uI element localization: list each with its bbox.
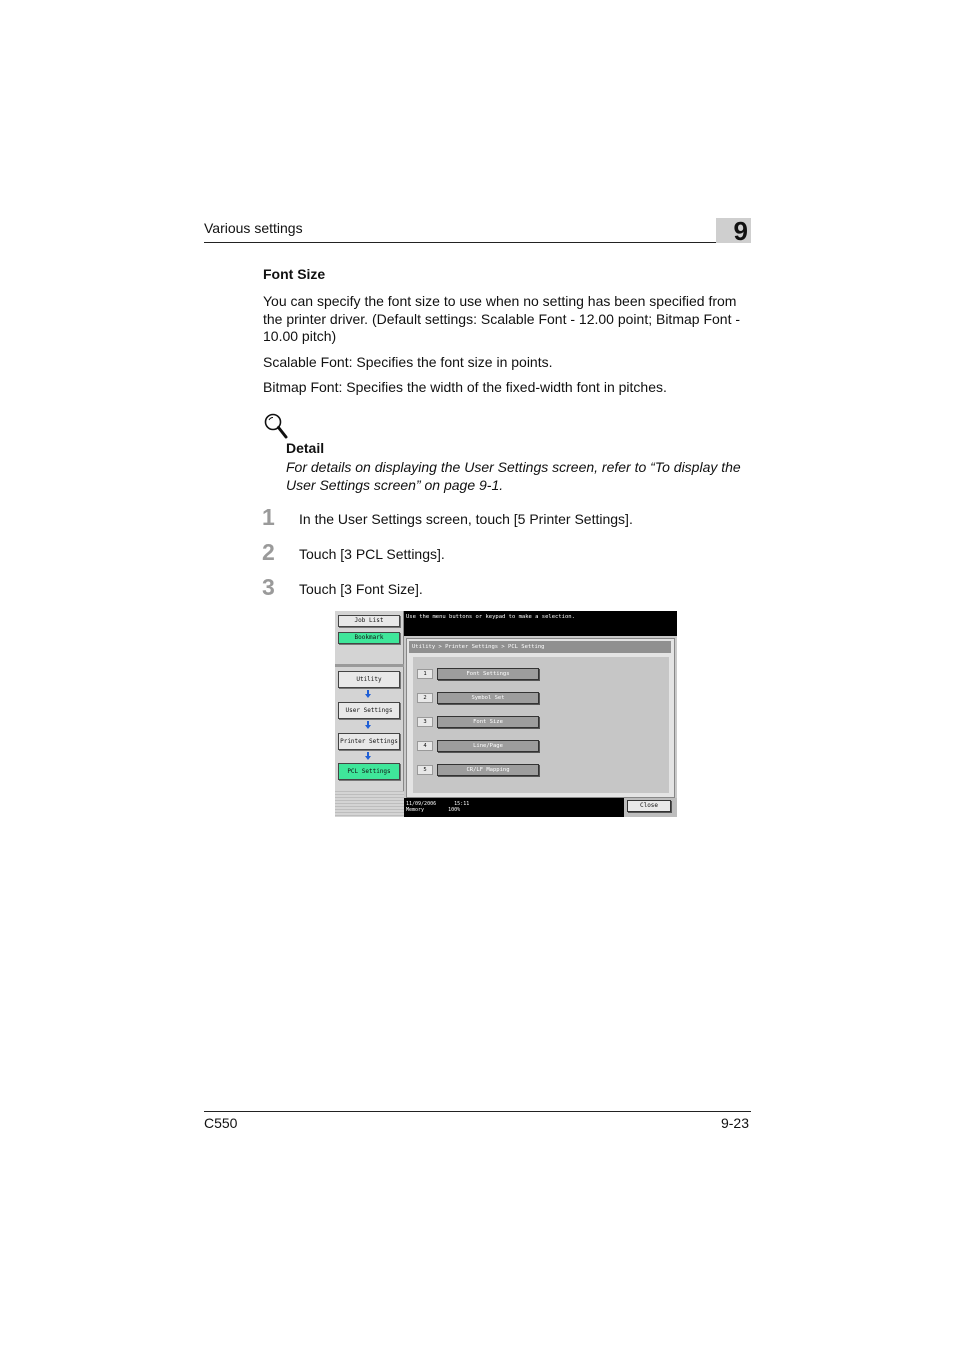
status-time: 15:11 [454, 801, 470, 807]
sidebar-item-utility[interactable]: Utility [338, 671, 400, 688]
close-button[interactable]: Close [627, 800, 671, 812]
control-panel-screenshot [335, 611, 677, 817]
intro-paragraph: You can specify the font size to use when no setting has been specified from the printer driver. (Default settings: Scalable Font - 12.00 point; Bitmap Font - 10.00 pitch) [263, 293, 741, 344]
step-text: Touch [3 Font Size]. [299, 581, 423, 597]
sidebar-item-pcl-settings[interactable]: PCL Settings [338, 763, 400, 780]
footer-page-number: 9-23 [720, 1115, 749, 1131]
step-number: 2 [262, 539, 275, 565]
header-rule [204, 242, 751, 243]
cr-lf-mapping-button[interactable]: CR/LF Mapping [437, 764, 539, 776]
step-number: 3 [262, 574, 275, 600]
step-text: Touch [3 PCL Settings]. [299, 546, 445, 562]
arrow-down-icon [365, 752, 371, 760]
breadcrumb: Utility > Printer Settings > PCL Setting [409, 641, 671, 653]
bookmark-button[interactable]: Bookmark [338, 632, 400, 644]
menu-number: 5 [417, 765, 433, 775]
detail-heading: Detail [286, 440, 325, 456]
menu-number: 4 [417, 741, 433, 751]
status-date: 11/09/2006 [406, 801, 437, 807]
symbol-set-button[interactable]: Symbol Set [437, 692, 539, 704]
scalable-font-paragraph: Scalable Font: Specifies the font size in points. [263, 354, 553, 370]
detail-text: For details on displaying the User Settings screen, refer to “To display the User Settings screen” on page 9-1. [286, 459, 741, 493]
menu-number: 3 [417, 717, 433, 727]
font-settings-button[interactable]: Font Settings [437, 668, 539, 680]
sidebar-item-user-settings[interactable]: User Settings [338, 702, 400, 719]
menu-panel [406, 638, 675, 798]
magnifier-icon [263, 412, 289, 440]
footer-model: C550 [204, 1115, 238, 1131]
step-text: In the User Settings screen, touch [5 Printer Settings]. [299, 511, 633, 527]
sidebar-stripes [335, 791, 404, 817]
status-bar [404, 798, 624, 817]
running-header: Various settings [204, 220, 303, 236]
sidebar-item-printer-settings[interactable]: Printer Settings [338, 733, 400, 750]
font-size-button[interactable]: Font Size [437, 716, 539, 728]
chapter-number: 9 [733, 216, 748, 246]
section-heading: Font Size [263, 266, 326, 282]
memory-value: 100% [448, 807, 461, 813]
sidebar [335, 611, 404, 817]
arrow-down-icon [365, 721, 371, 729]
arrow-down-icon [365, 690, 371, 698]
line-page-button[interactable]: Line/Page [437, 740, 539, 752]
memory-label: Memory [406, 807, 425, 813]
footer-rule [204, 1111, 751, 1112]
job-list-button[interactable]: Job List [338, 615, 400, 627]
step-number: 1 [262, 504, 275, 530]
sidebar-divider [335, 664, 404, 667]
message-bar: Use the menu buttons or keypad to make a selection. [404, 611, 677, 636]
menu-area [413, 657, 669, 793]
bitmap-font-paragraph: Bitmap Font: Specifies the width of the fixed-width font in pitches. [263, 379, 667, 395]
menu-number: 2 [417, 693, 433, 703]
menu-number: 1 [417, 669, 433, 679]
